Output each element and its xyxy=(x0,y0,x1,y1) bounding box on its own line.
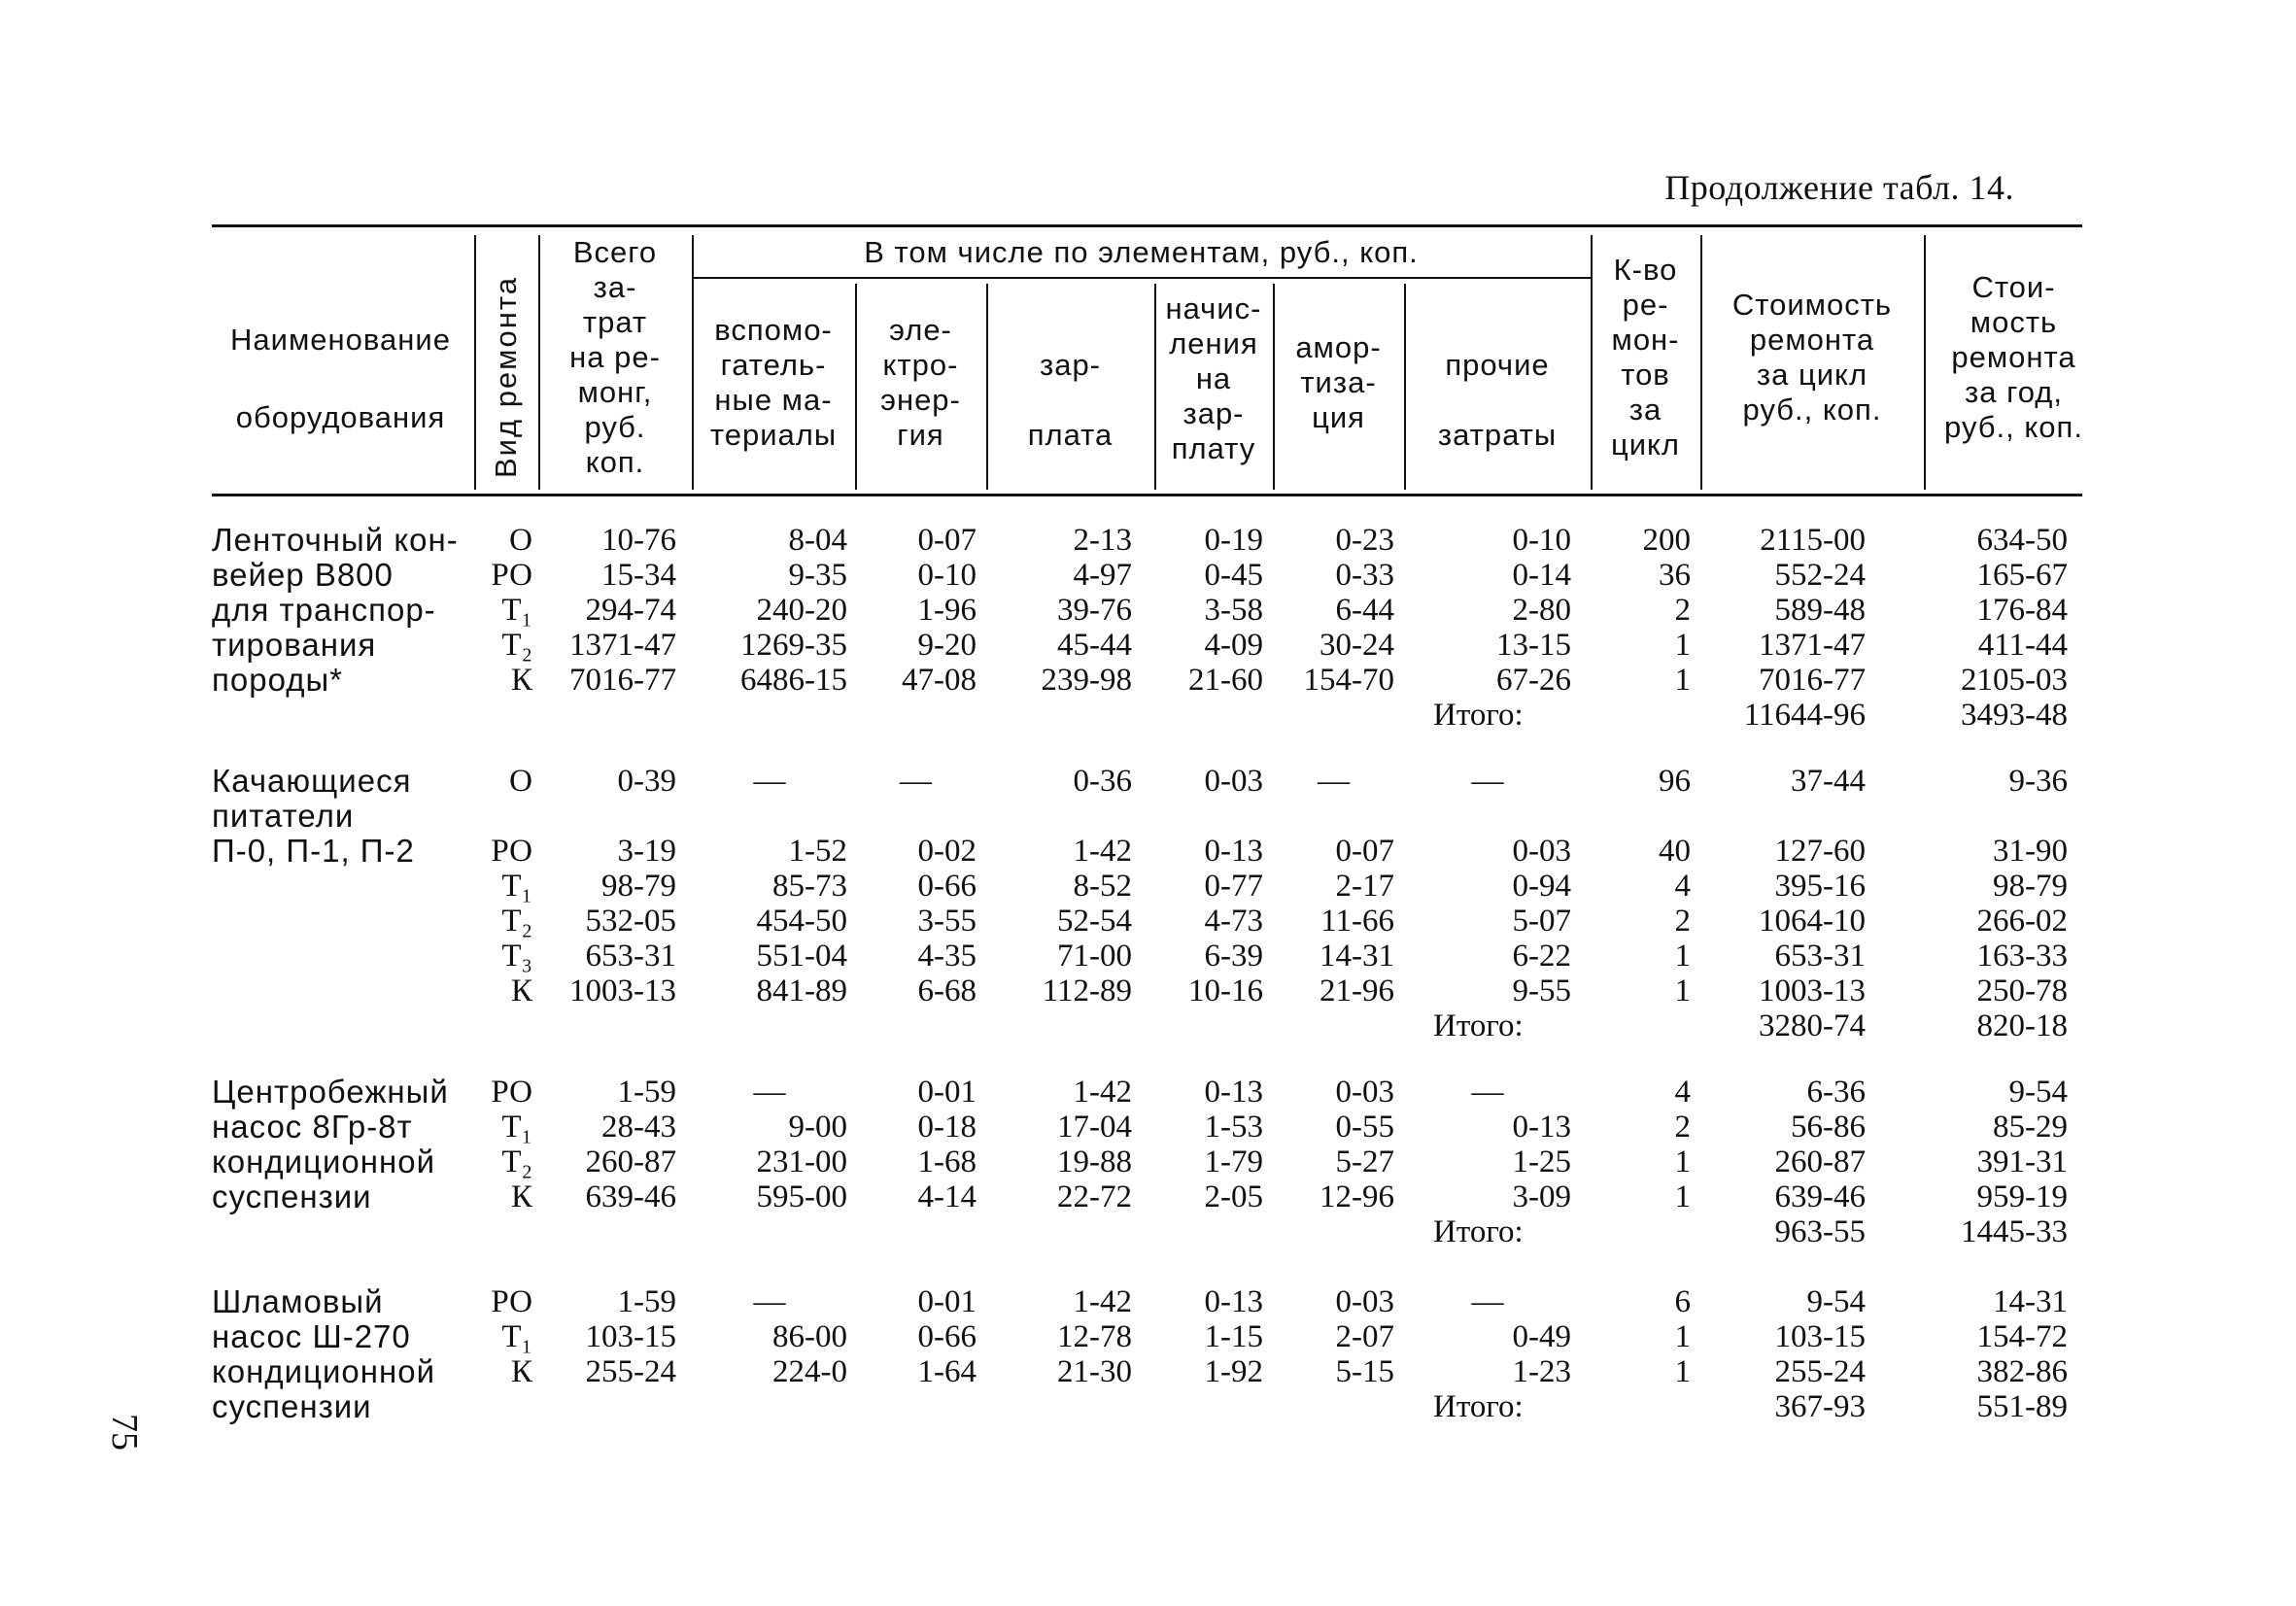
equipment-name-cell: для транспор- xyxy=(212,592,436,628)
accruals-cell: 1-15 xyxy=(1204,1319,1263,1354)
total-cost-cell: 255-24 xyxy=(585,1354,676,1389)
accruals-cell: 0-03 xyxy=(1204,764,1263,799)
equipment-name-cell: Ленточный кон- xyxy=(212,522,459,558)
amortization-cell: 5-27 xyxy=(1335,1145,1394,1179)
accruals-cell: 3-58 xyxy=(1204,593,1263,628)
other-costs-cell: Итого: xyxy=(1433,1008,1524,1043)
aux-materials-cell: 841-89 xyxy=(756,974,847,1008)
header-year-cost: Стои- мость ремонта за год, руб., коп. xyxy=(1944,270,2083,444)
total-cost-cell: 103-15 xyxy=(585,1319,676,1354)
amortization-cell: 0-03 xyxy=(1335,1284,1394,1319)
cycle-cost-cell: 9-54 xyxy=(1806,1284,1866,1319)
equipment-name-cell: П-0, П-1, П-2 xyxy=(212,833,415,869)
amortization-cell: — xyxy=(1318,764,1350,799)
other-costs-cell: 3-09 xyxy=(1512,1179,1571,1214)
repair-count-cell: 1 xyxy=(1674,1319,1691,1354)
total-cost-cell: 1-59 xyxy=(617,1075,676,1110)
cycle-cost-cell: 6-36 xyxy=(1806,1075,1866,1110)
repair-type-cell: РО xyxy=(491,1284,532,1319)
other-costs-cell: 6-22 xyxy=(1512,939,1571,974)
aux-materials-cell: — xyxy=(753,1284,786,1319)
header-repair-count: К-во ре- мон- тов за цикл xyxy=(1610,253,1681,461)
other-costs-cell: 0-13 xyxy=(1512,1110,1571,1145)
aux-materials-cell: 9-00 xyxy=(788,1110,847,1145)
aux-materials-cell: 85-73 xyxy=(772,869,847,904)
electricity-cell: 1-68 xyxy=(917,1145,977,1179)
aux-materials-cell: — xyxy=(753,1075,786,1110)
aux-materials-cell: — xyxy=(753,764,786,799)
cycle-cost-cell: 1064-10 xyxy=(1759,904,1866,939)
total-cost-cell: 294-74 xyxy=(585,593,676,628)
col-divider xyxy=(474,235,476,490)
repair-type-cell: Т₂ xyxy=(501,1145,532,1179)
year-cost-cell: 31-90 xyxy=(1993,834,2068,869)
cycle-cost-cell: 103-15 xyxy=(1774,1319,1866,1354)
cycle-cost-cell: 127-60 xyxy=(1774,834,1866,869)
repair-type-cell: Т₁ xyxy=(501,869,532,904)
repair-type-cell: РО xyxy=(491,1075,532,1110)
year-cost-cell: 391-31 xyxy=(1976,1145,2068,1179)
salary-cell: 8-52 xyxy=(1073,869,1132,904)
equipment-name-cell: питатели xyxy=(212,798,355,834)
salary-cell: 71-00 xyxy=(1057,939,1132,974)
cycle-cost-cell: 1371-47 xyxy=(1759,628,1866,663)
cycle-cost-cell: 639-46 xyxy=(1774,1179,1866,1214)
other-costs-cell: 9-55 xyxy=(1512,974,1571,1008)
accruals-cell: 10-16 xyxy=(1188,974,1263,1008)
salary-cell: 1-42 xyxy=(1073,1284,1132,1319)
cycle-cost-cell: 1003-13 xyxy=(1759,974,1866,1008)
amortization-cell: 21-96 xyxy=(1319,974,1394,1008)
header-cycle-cost: Стоимость ремонта за цикл руб., коп. xyxy=(1731,288,1893,427)
amortization-cell: 11-66 xyxy=(1320,904,1394,939)
repair-type-cell: Т₁ xyxy=(501,1319,532,1354)
electricity-cell: 0-66 xyxy=(917,1319,977,1354)
other-costs-cell: 67-26 xyxy=(1496,663,1571,698)
repair-type-cell: Т₂ xyxy=(501,628,532,663)
salary-cell: 17-04 xyxy=(1057,1110,1132,1145)
accruals-cell: 1-53 xyxy=(1204,1110,1263,1145)
aux-materials-cell: 551-04 xyxy=(756,939,847,974)
year-cost-cell: 9-54 xyxy=(2008,1075,2068,1110)
total-cost-cell: 1371-47 xyxy=(569,628,676,663)
amortization-cell: 2-17 xyxy=(1335,869,1394,904)
aux-materials-cell: 231-00 xyxy=(756,1145,847,1179)
accruals-cell: 21-60 xyxy=(1188,663,1263,698)
header-salary: зар- плата xyxy=(1027,348,1114,452)
aux-materials-cell: 9-35 xyxy=(788,558,847,593)
accruals-cell: 0-13 xyxy=(1204,1075,1263,1110)
year-cost-cell: 3493-48 xyxy=(1961,698,2068,733)
electricity-cell: 0-10 xyxy=(917,558,977,593)
header-total: Всего за- трат на ре- монг, руб. коп. xyxy=(569,235,661,479)
salary-cell: 4-97 xyxy=(1073,558,1132,593)
year-cost-cell: 154-72 xyxy=(1976,1319,2068,1354)
repair-count-cell: 1 xyxy=(1674,1145,1691,1179)
salary-cell: 2-13 xyxy=(1073,523,1132,558)
electricity-cell: 3-55 xyxy=(917,904,977,939)
salary-cell: 39-76 xyxy=(1057,593,1132,628)
equipment-name-cell: насос 8Гр-8т xyxy=(212,1109,413,1145)
year-cost-cell: 634-50 xyxy=(1976,523,2068,558)
electricity-cell: 47-08 xyxy=(902,663,977,698)
cycle-cost-cell: 653-31 xyxy=(1774,939,1866,974)
year-cost-cell: 14-31 xyxy=(1993,1284,2068,1319)
cycle-cost-cell: 37-44 xyxy=(1791,764,1866,799)
page-number: 75 xyxy=(104,1414,145,1451)
repair-type-cell: РО xyxy=(491,834,532,869)
cycle-cost-cell: 7016-77 xyxy=(1759,663,1866,698)
total-cost-cell: 15-34 xyxy=(601,558,676,593)
year-cost-cell: 551-89 xyxy=(1976,1389,2068,1424)
other-costs-cell: — xyxy=(1471,1075,1504,1110)
salary-cell: 1-42 xyxy=(1073,834,1132,869)
header-name: Наименование оборудования xyxy=(230,323,451,434)
electricity-cell: 6-68 xyxy=(917,974,977,1008)
other-costs-cell: 5-07 xyxy=(1512,904,1571,939)
header-accruals: начис- ления на зар- плату xyxy=(1165,291,1262,465)
repair-type-cell: К xyxy=(510,1354,532,1389)
header-repair-type: Вид ремонта xyxy=(489,276,523,478)
year-cost-cell: 959-19 xyxy=(1976,1179,2068,1214)
electricity-cell: 4-35 xyxy=(917,939,977,974)
year-cost-cell: 266-02 xyxy=(1976,904,2068,939)
other-costs-cell: — xyxy=(1471,764,1504,799)
year-cost-cell: 2105-03 xyxy=(1961,663,2068,698)
electricity-cell: 0-02 xyxy=(917,834,977,869)
salary-cell: 112-89 xyxy=(1042,974,1132,1008)
accruals-cell: 0-13 xyxy=(1204,834,1263,869)
repair-type-cell: Т₁ xyxy=(501,1110,532,1145)
aux-materials-cell: 1269-35 xyxy=(740,628,847,663)
accruals-cell: 0-13 xyxy=(1204,1284,1263,1319)
equipment-name-cell: суспензии xyxy=(212,1179,372,1214)
repair-type-cell: К xyxy=(510,663,532,698)
salary-cell: 52-54 xyxy=(1057,904,1132,939)
total-cost-cell: 3-19 xyxy=(617,834,676,869)
group-header-rule xyxy=(692,277,1591,279)
other-costs-cell: 13-15 xyxy=(1496,628,1571,663)
salary-cell: 239-98 xyxy=(1041,663,1132,698)
repair-type-cell: О xyxy=(509,764,532,799)
year-cost-cell: 98-79 xyxy=(1993,869,2068,904)
cycle-cost-cell: 552-24 xyxy=(1774,558,1866,593)
accruals-cell: 0-19 xyxy=(1204,523,1263,558)
aux-materials-cell: 595-00 xyxy=(756,1179,847,1214)
other-costs-cell: Итого: xyxy=(1433,1214,1524,1249)
accruals-cell: 4-73 xyxy=(1204,904,1263,939)
total-cost-cell: 260-87 xyxy=(585,1145,676,1179)
year-cost-cell: 382-86 xyxy=(1976,1354,2068,1389)
aux-materials-cell: 86-00 xyxy=(772,1319,847,1354)
salary-cell: 21-30 xyxy=(1057,1354,1132,1389)
total-cost-cell: 532-05 xyxy=(585,904,676,939)
total-cost-cell: 639-46 xyxy=(585,1179,676,1214)
electricity-cell: 1-64 xyxy=(917,1354,977,1389)
aux-materials-cell: 224-0 xyxy=(772,1354,847,1389)
repair-count-cell: 2 xyxy=(1674,1110,1691,1145)
cycle-cost-cell: 3280-74 xyxy=(1759,1008,1866,1043)
repair-type-cell: К xyxy=(510,974,532,1008)
other-costs-cell: 0-49 xyxy=(1512,1319,1571,1354)
repair-type-cell: РО xyxy=(491,558,532,593)
equipment-name-cell: Качающиеся xyxy=(212,763,412,799)
equipment-name-cell: породы* xyxy=(212,662,344,698)
amortization-cell: 5-15 xyxy=(1335,1354,1394,1389)
repair-count-cell: 1 xyxy=(1674,1354,1691,1389)
aux-materials-cell: 454-50 xyxy=(756,904,847,939)
accruals-cell: 4-09 xyxy=(1204,628,1263,663)
cycle-cost-cell: 367-93 xyxy=(1774,1389,1866,1424)
cycle-cost-cell: 56-86 xyxy=(1791,1110,1866,1145)
aux-materials-cell: 1-52 xyxy=(788,834,847,869)
cycle-cost-cell: 255-24 xyxy=(1774,1354,1866,1389)
electricity-cell: — xyxy=(900,764,932,799)
year-cost-cell: 163-33 xyxy=(1976,939,2068,974)
amortization-cell: 0-33 xyxy=(1335,558,1394,593)
other-costs-cell: 1-25 xyxy=(1512,1145,1571,1179)
other-costs-cell: 1-23 xyxy=(1512,1354,1571,1389)
year-cost-cell: 165-67 xyxy=(1976,558,2068,593)
equipment-name-cell: Шламовый xyxy=(212,1283,384,1319)
salary-cell: 1-42 xyxy=(1073,1075,1132,1110)
accruals-cell: 0-77 xyxy=(1204,869,1263,904)
repair-count-cell: 1 xyxy=(1674,974,1691,1008)
total-cost-cell: 1-59 xyxy=(617,1284,676,1319)
amortization-cell: 14-31 xyxy=(1319,939,1394,974)
repair-type-cell: Т₂ xyxy=(501,904,532,939)
other-costs-cell: — xyxy=(1471,1284,1504,1319)
amortization-cell: 2-07 xyxy=(1335,1319,1394,1354)
total-cost-cell: 28-43 xyxy=(601,1110,676,1145)
amortization-cell: 12-96 xyxy=(1319,1179,1394,1214)
repair-count-cell: 1 xyxy=(1674,663,1691,698)
electricity-cell: 4-14 xyxy=(917,1179,977,1214)
repair-type-cell: О xyxy=(509,523,532,558)
salary-cell: 45-44 xyxy=(1057,628,1132,663)
amortization-cell: 0-03 xyxy=(1335,1075,1394,1110)
header-group: В том числе по элементам, руб., коп. xyxy=(864,235,1419,269)
repair-count-cell: 36 xyxy=(1659,558,1691,593)
amortization-cell: 0-55 xyxy=(1335,1110,1394,1145)
total-cost-cell: 0-39 xyxy=(617,764,676,799)
table-top-rule xyxy=(212,224,2082,227)
table-caption: Продолжение табл. 14. xyxy=(1664,168,2014,207)
accruals-cell: 2-05 xyxy=(1204,1179,1263,1214)
other-costs-cell: 0-03 xyxy=(1512,834,1571,869)
repair-count-cell: 1 xyxy=(1674,628,1691,663)
header-aux-materials: вспомо- гатель- ные ма- териалы xyxy=(709,313,838,452)
header-other: прочие затраты xyxy=(1437,348,1558,452)
cycle-cost-cell: 963-55 xyxy=(1774,1214,1866,1249)
repair-count-cell: 1 xyxy=(1674,939,1691,974)
salary-cell: 12-78 xyxy=(1057,1319,1132,1354)
amortization-cell: 0-23 xyxy=(1335,523,1394,558)
equipment-name-cell: насос Ш-270 xyxy=(212,1318,411,1354)
repair-count-cell: 40 xyxy=(1659,834,1691,869)
header-electricity: эле- ктро- энер- гия xyxy=(880,313,961,452)
cycle-cost-cell: 589-48 xyxy=(1774,593,1866,628)
equipment-name-cell: тирования xyxy=(212,627,377,663)
header-amortization: амор- тиза- ция xyxy=(1295,330,1382,434)
accruals-cell: 1-79 xyxy=(1204,1145,1263,1179)
total-cost-cell: 10-76 xyxy=(601,523,676,558)
equipment-name-cell: кондиционной xyxy=(212,1144,435,1179)
accruals-cell: 1-92 xyxy=(1204,1354,1263,1389)
aux-materials-cell: 6486-15 xyxy=(740,663,847,698)
salary-cell: 22-72 xyxy=(1057,1179,1132,1214)
equipment-name-cell: Центробежный xyxy=(212,1074,449,1110)
other-costs-cell: 0-14 xyxy=(1512,558,1571,593)
year-cost-cell: 250-78 xyxy=(1976,974,2068,1008)
other-costs-cell: 2-80 xyxy=(1512,593,1571,628)
year-cost-cell: 411-44 xyxy=(1977,628,2068,663)
cycle-cost-cell: 395-16 xyxy=(1774,869,1866,904)
repair-count-cell: 200 xyxy=(1642,523,1691,558)
repair-count-cell: 2 xyxy=(1674,904,1691,939)
accruals-cell: 0-45 xyxy=(1204,558,1263,593)
year-cost-cell: 85-29 xyxy=(1993,1110,2068,1145)
other-costs-cell: Итого: xyxy=(1433,1389,1524,1424)
accruals-cell: 6-39 xyxy=(1204,939,1263,974)
other-costs-cell: 0-10 xyxy=(1512,523,1571,558)
repair-count-cell: 4 xyxy=(1674,1075,1691,1110)
year-cost-cell: 9-36 xyxy=(2008,764,2068,799)
other-costs-cell: 0-94 xyxy=(1512,869,1571,904)
electricity-cell: 0-01 xyxy=(917,1075,977,1110)
equipment-name-cell: вейер В800 xyxy=(212,557,394,593)
total-cost-cell: 1003-13 xyxy=(569,974,676,1008)
repair-count-cell: 2 xyxy=(1674,593,1691,628)
electricity-cell: 9-20 xyxy=(917,628,977,663)
total-cost-cell: 98-79 xyxy=(601,869,676,904)
total-cost-cell: 7016-77 xyxy=(569,663,676,698)
equipment-name-cell: кондиционной xyxy=(212,1353,435,1389)
year-cost-cell: 820-18 xyxy=(1976,1008,2068,1043)
salary-cell: 19-88 xyxy=(1057,1145,1132,1179)
header-bottom-rule xyxy=(212,494,2082,496)
cycle-cost-cell: 2115-00 xyxy=(1760,523,1866,558)
amortization-cell: 154-70 xyxy=(1303,663,1394,698)
electricity-cell: 0-66 xyxy=(917,869,977,904)
year-cost-cell: 176-84 xyxy=(1976,593,2068,628)
electricity-cell: 0-01 xyxy=(917,1284,977,1319)
cycle-cost-cell: 11644-96 xyxy=(1743,698,1866,733)
repair-count-cell: 4 xyxy=(1674,869,1691,904)
repair-type-cell: Т₁ xyxy=(501,593,532,628)
repair-count-cell: 6 xyxy=(1674,1284,1691,1319)
total-cost-cell: 653-31 xyxy=(585,939,676,974)
repair-count-cell: 1 xyxy=(1674,1179,1691,1214)
other-costs-cell: Итого: xyxy=(1433,698,1524,733)
electricity-cell: 1-96 xyxy=(917,593,977,628)
salary-cell: 0-36 xyxy=(1073,764,1132,799)
electricity-cell: 0-18 xyxy=(917,1110,977,1145)
year-cost-cell: 1445-33 xyxy=(1961,1214,2068,1249)
repair-type-cell: Т₃ xyxy=(501,939,532,974)
electricity-cell: 0-07 xyxy=(917,523,977,558)
amortization-cell: 0-07 xyxy=(1335,834,1394,869)
repair-count-cell: 96 xyxy=(1659,764,1691,799)
aux-materials-cell: 8-04 xyxy=(788,523,847,558)
aux-materials-cell: 240-20 xyxy=(756,593,847,628)
repair-type-cell: К xyxy=(510,1179,532,1214)
equipment-name-cell: суспензии xyxy=(212,1388,372,1424)
amortization-cell: 30-24 xyxy=(1319,628,1394,663)
cycle-cost-cell: 260-87 xyxy=(1774,1145,1866,1179)
amortization-cell: 6-44 xyxy=(1335,593,1394,628)
